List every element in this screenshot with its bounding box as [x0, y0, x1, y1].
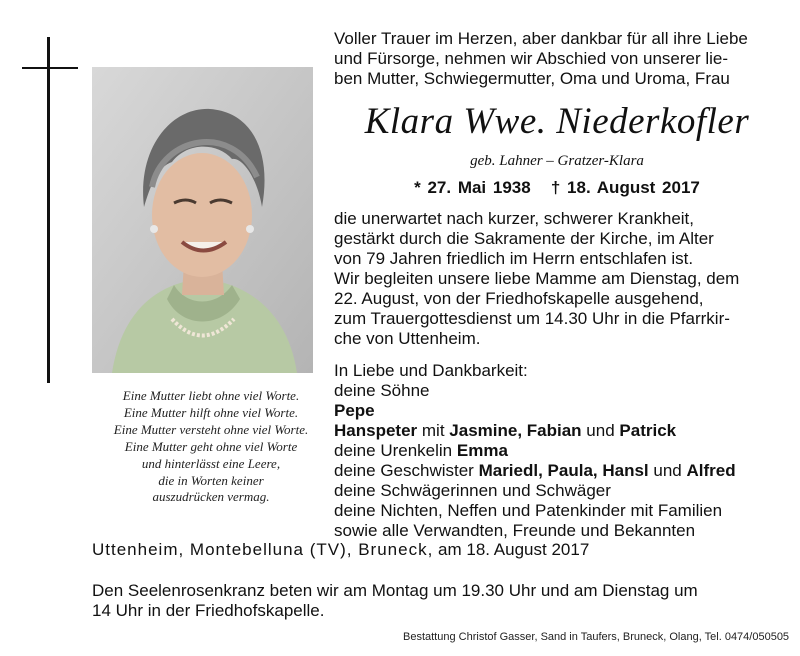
siblings-label: deine Geschwister [334, 461, 474, 480]
poem-line: auszudrücken vermag. [152, 489, 270, 505]
intro-line: Voller Trauer im Herzen, aber dankbar für all ihre Liebe [334, 29, 748, 48]
intro-line: ben Mutter, Schwiegermutter, Oma und Uroma, Frau [334, 69, 730, 88]
son-name: Hanspeter [334, 421, 418, 440]
intro-text [334, 29, 780, 89]
obituary-text [334, 209, 780, 349]
mourners-list [334, 361, 780, 541]
relatives-line: sowie alle Verwandten, Freunde und Bekannten [334, 521, 696, 540]
body-line: 22. August, von der Friedhofskapelle ausgehend, [334, 289, 704, 308]
body-line: von 79 Jahren friedlich im Herrn entschlafen ist. [334, 249, 694, 268]
notice-date: am 18. August 2017 [438, 540, 590, 559]
family-names: Patrick [619, 421, 677, 440]
body-line: gestärkt durch die Sakramente der Kirche, im Alter [334, 229, 714, 248]
body-line: die unerwartet nach kurzer, schwerer Krankheit, [334, 209, 695, 228]
poem-line: Eine Mutter liebt ohne viel Worte. [122, 388, 300, 403]
place-date-line [92, 540, 589, 560]
great-grandchild-name: Emma [456, 441, 508, 460]
great-grandchild-label: deine Urenkelin [334, 441, 453, 460]
poem-line: die in Worten keiner [158, 472, 264, 488]
rosary-line: 14 Uhr in der Friedhofskapelle. [92, 601, 325, 620]
funeral-home-credit: Bestattung Christof Gasser, Sand in Taufers, Bruneck, Olang, Tel. 0474/050505 [403, 631, 790, 643]
poem-line: Eine Mutter geht ohne viel Worte [124, 438, 298, 454]
deceased-name: Klara Wwe. Niederkofler [364, 101, 750, 142]
body-line: Wir begleiten unsere liebe Mamme am Dienstag, dem [334, 269, 740, 288]
son-name: Pepe [334, 401, 375, 420]
life-dates [334, 178, 780, 198]
great-grandchild-line [334, 441, 780, 461]
sibling-names: Mariedl, Paula, Hansl [478, 461, 649, 480]
poem-line: Eine Mutter hilft ohne viel Worte. [123, 404, 299, 420]
places: Uttenheim, Montebelluna (TV), Bruneck, [92, 540, 434, 559]
poem-line: und hinterlässt eine Leere, [141, 455, 281, 471]
cross-vertical-bar [47, 37, 50, 383]
sons-label: deine Söhne [334, 381, 430, 400]
poem-line: Eine Mutter versteht ohne viel Worte. [113, 421, 309, 437]
rosary-line: Den Seelenrosenkranz beten wir am Montag um 19.30 Uhr und am Dienstag um [92, 581, 698, 600]
memorial-poem [80, 388, 342, 506]
mourners-heading: In Liebe und Dankbarkeit: [334, 361, 528, 380]
in-laws-line: deine Schwägerinnen und Schwäger [334, 481, 611, 500]
siblings-line [334, 461, 780, 481]
death-date: † 18. August 2017 [550, 178, 700, 197]
body-line: zum Trauergottesdienst um 14.30 Uhr in die Pfarrkir- [334, 309, 730, 328]
rosary-notice [92, 581, 780, 621]
birth-date: * 27. Mai 1938 [414, 178, 531, 197]
connector-word: und [653, 461, 682, 480]
connector-word: und [586, 421, 615, 440]
cross-horizontal-bar [22, 67, 78, 69]
body-line: che von Uttenheim. [334, 329, 481, 348]
intro-line: und Fürsorge, nehmen wir Abschied von unserer lie- [334, 49, 729, 68]
family-names: Jasmine, Fabian [449, 421, 582, 440]
son-family-line [334, 421, 780, 441]
sibling-names: Alfred [686, 461, 736, 480]
birth-name: geb. Lahner – Gratzer-Klara [470, 153, 644, 169]
nieces-line: deine Nichten, Neffen und Patenkinder mit Familien [334, 501, 723, 520]
portrait-photo [92, 67, 313, 373]
connector-word: mit [421, 421, 445, 440]
